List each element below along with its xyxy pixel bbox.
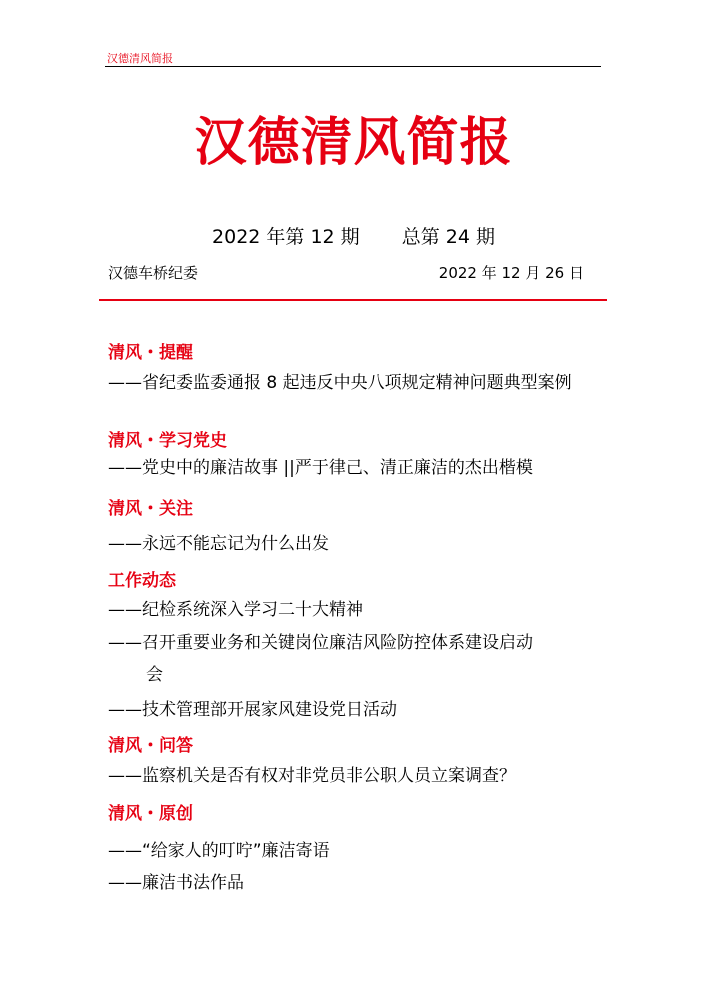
header-divider xyxy=(105,66,601,67)
toc-item[interactable]: ——技术管理部开展家风建设党日活动 xyxy=(108,700,397,720)
toc-item[interactable]: ——“给家人的叮咛”廉洁寄语 xyxy=(108,841,330,861)
toc-item[interactable]: ——召开重要业务和关键岗位廉洁风险防控体系建设启动 xyxy=(108,633,533,653)
red-divider xyxy=(99,299,607,301)
toc-item-continuation[interactable]: 会 xyxy=(146,665,163,685)
section-title-reminder: 清风・提醒 xyxy=(108,343,193,363)
masthead-title: 汉德清风简报 xyxy=(194,113,513,173)
issue-total: 总第 24 期 xyxy=(401,226,495,248)
section-title-qa: 清风・问答 xyxy=(108,736,193,756)
toc-item[interactable]: ——省纪委监委通报 8 起违反中央八项规定精神问题典型案例 xyxy=(108,373,572,393)
toc-item[interactable]: ——纪检系统深入学习二十大精神 xyxy=(108,600,363,620)
section-title-focus: 清风・关注 xyxy=(108,499,193,519)
running-header: 汉德清风简报 xyxy=(107,52,173,65)
section-title-party-history: 清风・学习党史 xyxy=(108,431,227,451)
toc-item[interactable]: ——监察机关是否有权对非党员非公职人员立案调查？ xyxy=(108,766,516,786)
issue-line xyxy=(0,222,707,249)
publish-date: 2022 年 12 月 26 日 xyxy=(438,264,584,282)
section-title-work-news: 工作动态 xyxy=(108,571,176,591)
toc-item[interactable]: ——党史中的廉洁故事 ||严于律己、清正廉洁的杰出楷模 xyxy=(108,458,533,478)
toc-item[interactable]: ——廉洁书法作品 xyxy=(108,873,244,893)
publisher-org: 汉德车桥纪委 xyxy=(108,264,199,282)
toc-item[interactable]: ——永远不能忘记为什么出发 xyxy=(108,534,329,554)
issue-number: 2022 年第 12 期 xyxy=(212,226,360,248)
section-title-original: 清风・原创 xyxy=(108,804,193,824)
